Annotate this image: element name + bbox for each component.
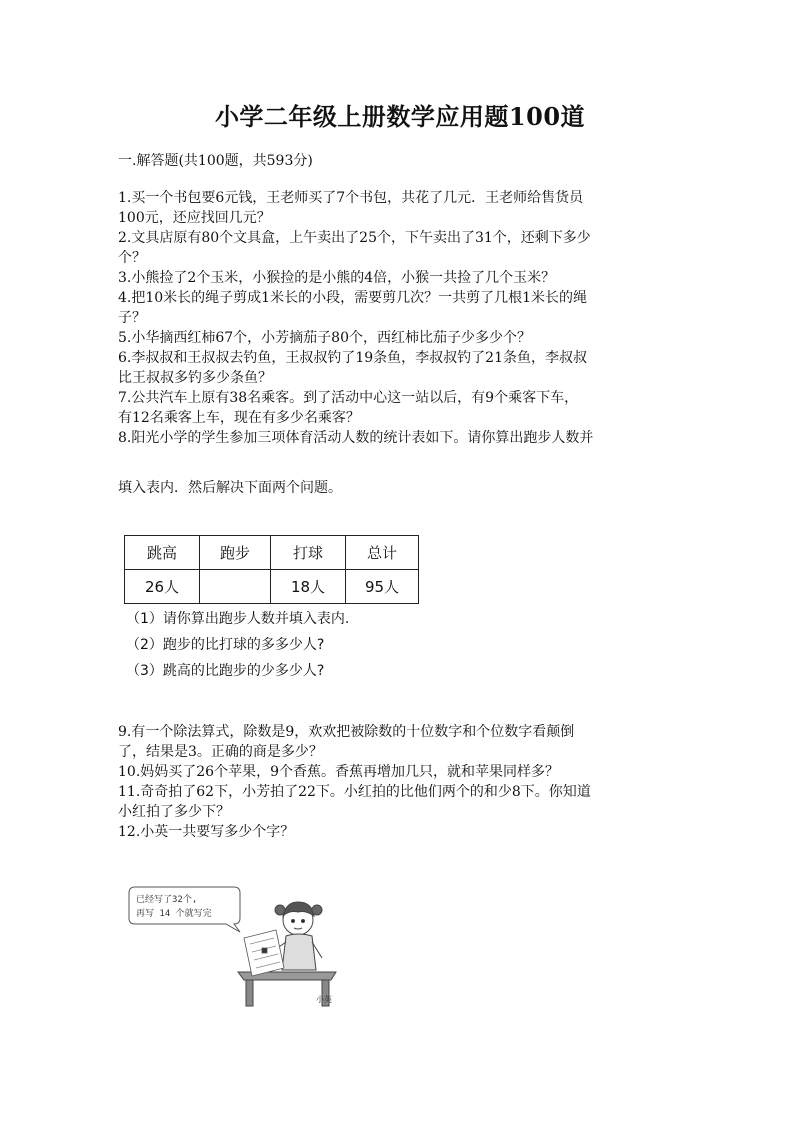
table-cell: 26人 [125, 570, 200, 604]
sub-question-2: （2）跑步的比打球的多多少人? [126, 637, 325, 653]
table-header-cell: 跑步 [200, 536, 271, 570]
question-line: 4.把10米长的绳子剪成1米长的小段，需要剪几次？一共剪了几根1米长的绳 [118, 290, 587, 306]
question-line: 了，结果是3。正确的商是多少？ [118, 744, 323, 760]
table-header-row [125, 536, 419, 570]
table-row [125, 570, 419, 604]
question-1 [118, 188, 688, 228]
question-10 [118, 762, 688, 782]
question-2 [118, 228, 688, 268]
table-header-cell: 打球 [271, 536, 346, 570]
table-header-cell: 总计 [346, 536, 419, 570]
question-line: 100元，还应找回几元？ [118, 210, 271, 226]
writing-paper [244, 930, 284, 976]
table-header-cell: 跳高 [125, 536, 200, 570]
question-7 [118, 388, 688, 428]
question-12 [118, 822, 688, 842]
question-line: 6.李叔叔和王叔叔去钓鱼，王叔叔钓了19条鱼，李叔叔钓了21条鱼，李叔叔 [118, 350, 587, 366]
question-line: 1.买一个书包要6元钱，王老师买了7个书包，共花了几元．王老师给售货员 [118, 190, 584, 206]
question-line: 有12名乘客上车，现在有多少名乘客？ [118, 410, 360, 426]
question-line: 9.有一个除法算式，除数是9，欢欢把被除数的十位数字和个位数字看颠倒 [118, 724, 575, 740]
question-11 [118, 782, 688, 822]
stats-table [124, 535, 419, 604]
question-line: 10.妈妈买了26个苹果，9个香蕉。香蕉再增加几只，就和苹果同样多？ [118, 764, 559, 780]
question-line: 个？ [118, 250, 146, 266]
question-list-b [118, 722, 688, 842]
table-cell-blank [200, 570, 271, 604]
question-list-a [118, 188, 688, 448]
question-line: 7.公共汽车上原有38名乘客。到了活动中心这一站以后，有9个乘客下车， [118, 390, 579, 406]
question-5 [118, 328, 688, 348]
question-line: 5.小华摘西红柿67个，小芳摘茄子80个，西红柿比茄子少多少个？ [118, 330, 531, 346]
question-line: 11.奇奇拍了62下，小芳拍了22下。小红拍的比他们两个的和少8下。你知道 [118, 784, 591, 800]
girl-name-label: 小英 [316, 995, 332, 1004]
question-4 [118, 288, 688, 328]
question-8-continuation: 填入表内．然后解决下面两个问题。 [118, 480, 342, 496]
question-line: 2.文具店原有80个文具盒，上午卖出了25个，下午卖出了31个，还剩下多少 [118, 230, 591, 246]
sub-question-1: （1）请你算出跑步人数并填入表内. [126, 611, 350, 627]
page-title: 小学二年级上册数学应用题100道 [214, 102, 586, 131]
table-cell: 18人 [271, 570, 346, 604]
bubble-line-2: 再写 14 个就写完 [136, 909, 212, 919]
question-8 [118, 428, 688, 448]
question-9 [118, 722, 688, 762]
question-3 [118, 268, 688, 288]
bubble-line-1: 已经写了32个, [136, 895, 198, 905]
sub-question-3: （3）跳高的比跑步的少多少人? [126, 663, 325, 679]
question-line: 8.阳光小学的学生参加三项体育活动人数的统计表如下。请你算出跑步人数并 [118, 430, 594, 446]
question-line: 比王叔叔多钓多少条鱼？ [118, 370, 272, 386]
question-6 [118, 348, 688, 388]
question-line: 3.小熊捡了2个玉米，小猴捡的是小熊的4倍，小猴一共捡了几个玉米？ [118, 270, 556, 286]
girl-writing-illustration [126, 880, 346, 1010]
table-cell: 95人 [346, 570, 419, 604]
section-heading: 一.解答题(共100题，共593分) [118, 153, 313, 169]
question-line: 小红拍了多少下？ [118, 804, 230, 820]
question-line: 子？ [118, 310, 146, 326]
question-line: 12.小英一共要写多少个字？ [118, 824, 295, 840]
